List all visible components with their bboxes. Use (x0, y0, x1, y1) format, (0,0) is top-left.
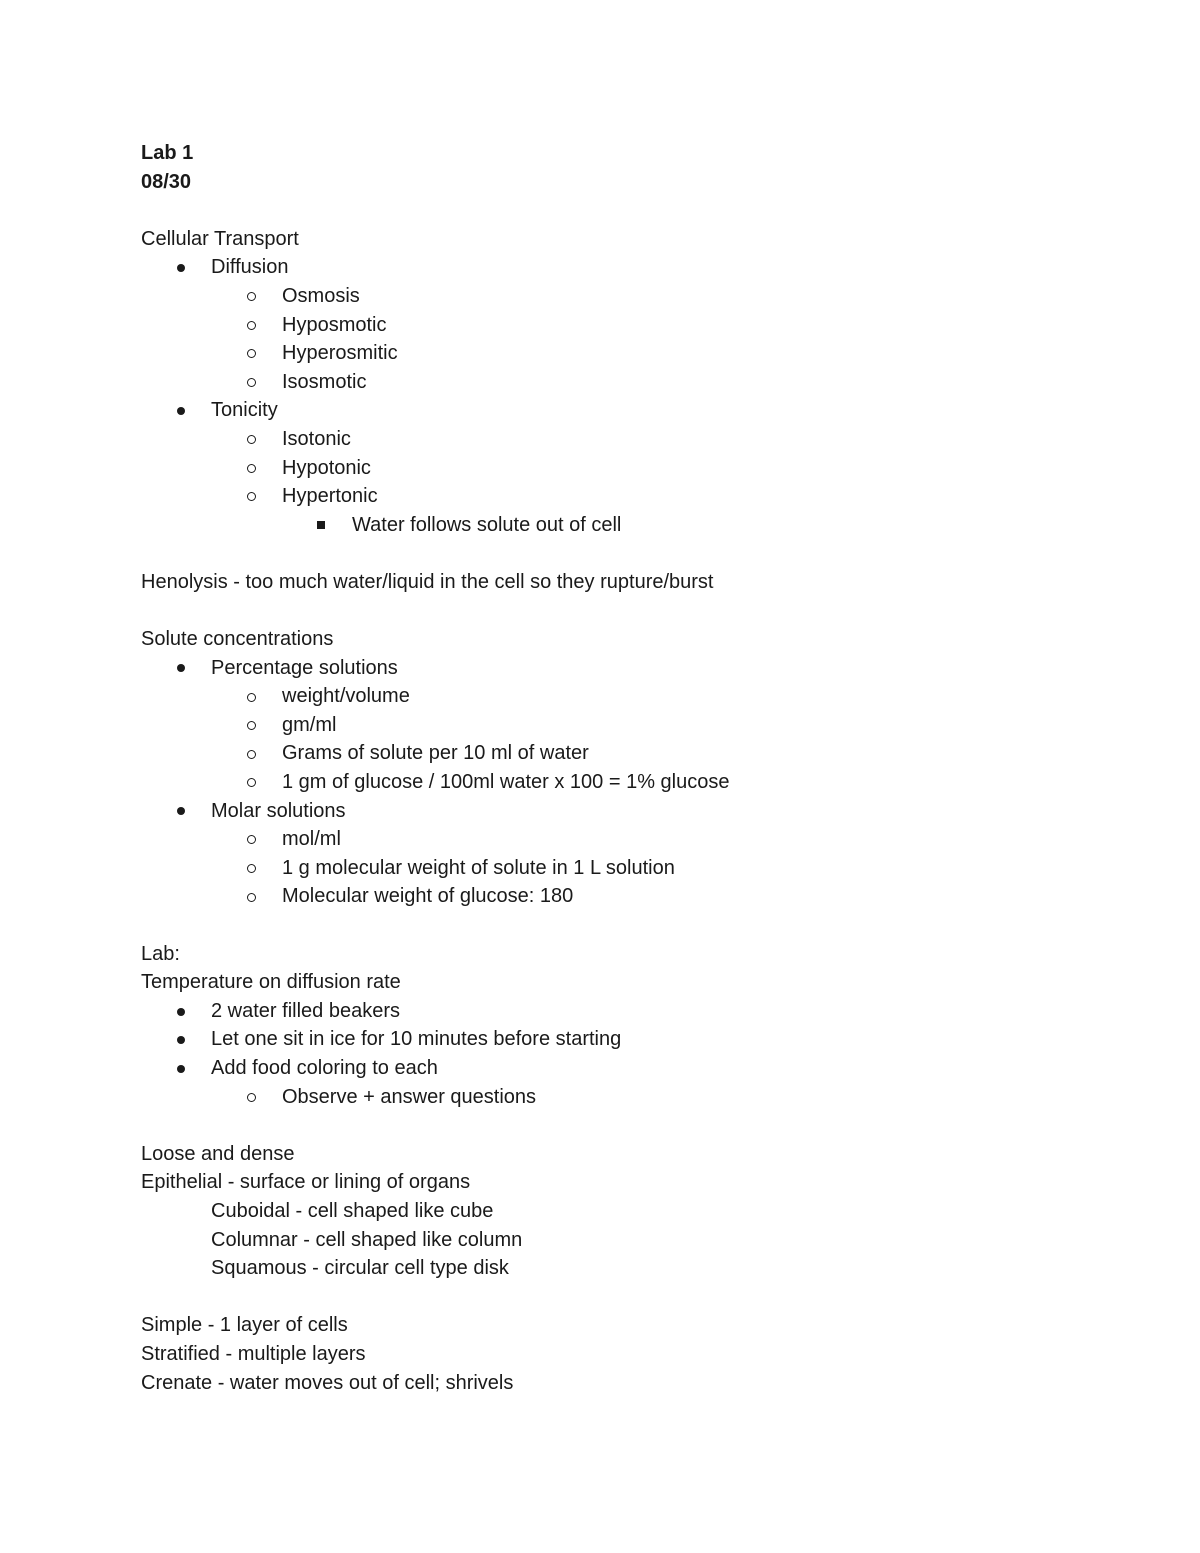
list-item: gm/ml (141, 711, 1141, 740)
filled-dot-bullet-icon (177, 797, 185, 826)
hollow-circle-bullet-icon (247, 882, 256, 911)
filled-dot-bullet-icon (177, 253, 185, 282)
filled-dot-bullet-icon (177, 1025, 185, 1054)
spacer (141, 597, 1141, 626)
filled-dot-bullet-icon (177, 997, 185, 1026)
filled-dot-bullet-icon (177, 654, 185, 683)
spacer (141, 911, 1141, 940)
list-item: Isotonic (141, 425, 1141, 454)
list-item: Observe + answer questions (141, 1083, 1141, 1112)
hollow-circle-bullet-icon (247, 482, 256, 511)
list-item: Let one sit in ice for 10 minutes before starting (141, 1025, 1141, 1054)
tissue-cuboidal: Cuboidal - cell shaped like cube (211, 1199, 494, 1222)
spacer (141, 539, 1141, 568)
hollow-circle-bullet-icon (247, 739, 256, 768)
hollow-circle-bullet-icon (247, 825, 256, 854)
list-item: mol/ml (141, 825, 1141, 854)
list-item: Add food coloring to each (141, 1054, 1141, 1083)
filled-dot-bullet-icon (177, 396, 185, 425)
spacer (141, 196, 1141, 225)
filled-square-bullet-icon (317, 511, 325, 540)
list-item: 1 g molecular weight of solute in 1 L solution (141, 854, 1141, 883)
tissue-simple: Simple - 1 layer of cells (141, 1314, 348, 1337)
list-item: Tonicity (141, 396, 1141, 425)
list-item: Percentage solutions (141, 654, 1141, 683)
hollow-circle-bullet-icon (247, 1083, 256, 1112)
list-item: Osmosis (141, 282, 1141, 311)
hollow-circle-bullet-icon (247, 768, 256, 797)
hollow-circle-bullet-icon (247, 339, 256, 368)
document-date: 08/30 (141, 170, 192, 193)
tissue-epithelial: Epithelial - surface or lining of organs (141, 1171, 471, 1194)
list-item: Hypotonic (141, 454, 1141, 483)
section-heading-cellular-transport: Cellular Transport (141, 227, 299, 250)
list-item: Water follows solute out of cell (141, 511, 1141, 540)
lab-experiment-title: Temperature on diffusion rate (141, 971, 401, 994)
tissue-loose-dense: Loose and dense (141, 1142, 295, 1165)
list-item: Diffusion (141, 253, 1141, 282)
henolysis-definition: Henolysis - too much water/liquid in the cell so they rupture/burst (141, 570, 714, 593)
section-heading-solute: Solute concentrations (141, 628, 334, 651)
list-item: Grams of solute per 10 ml of water (141, 739, 1141, 768)
list-item: Isosmotic (141, 368, 1141, 397)
list-item: Hyperosmitic (141, 339, 1141, 368)
hollow-circle-bullet-icon (247, 454, 256, 483)
hollow-circle-bullet-icon (247, 368, 256, 397)
hollow-circle-bullet-icon (247, 682, 256, 711)
list-item: Molecular weight of glucose: 180 (141, 882, 1141, 911)
section-heading-lab: Lab: (141, 942, 180, 965)
tissue-stratified: Stratified - multiple layers (141, 1342, 366, 1365)
hollow-circle-bullet-icon (247, 711, 256, 740)
list-item: Molar solutions (141, 797, 1141, 826)
hollow-circle-bullet-icon (247, 425, 256, 454)
tissue-squamous: Squamous - circular cell type disk (211, 1257, 509, 1280)
hollow-circle-bullet-icon (247, 311, 256, 340)
spacer (141, 1283, 1141, 1312)
tissue-columnar: Columnar - cell shaped like column (211, 1228, 523, 1251)
spacer (141, 1111, 1141, 1140)
filled-dot-bullet-icon (177, 1054, 185, 1083)
tissue-crenate: Crenate - water moves out of cell; shrivels (141, 1371, 514, 1394)
document-page (141, 139, 1141, 1397)
list-item: weight/volume (141, 682, 1141, 711)
hollow-circle-bullet-icon (247, 282, 256, 311)
document-title: Lab 1 (141, 142, 194, 164)
hollow-circle-bullet-icon (247, 854, 256, 883)
list-item: 1 gm of glucose / 100ml water x 100 = 1% glucose (141, 768, 1141, 797)
list-item: Hypertonic (141, 482, 1141, 511)
list-item: Hyposmotic (141, 311, 1141, 340)
list-item: 2 water filled beakers (141, 997, 1141, 1026)
